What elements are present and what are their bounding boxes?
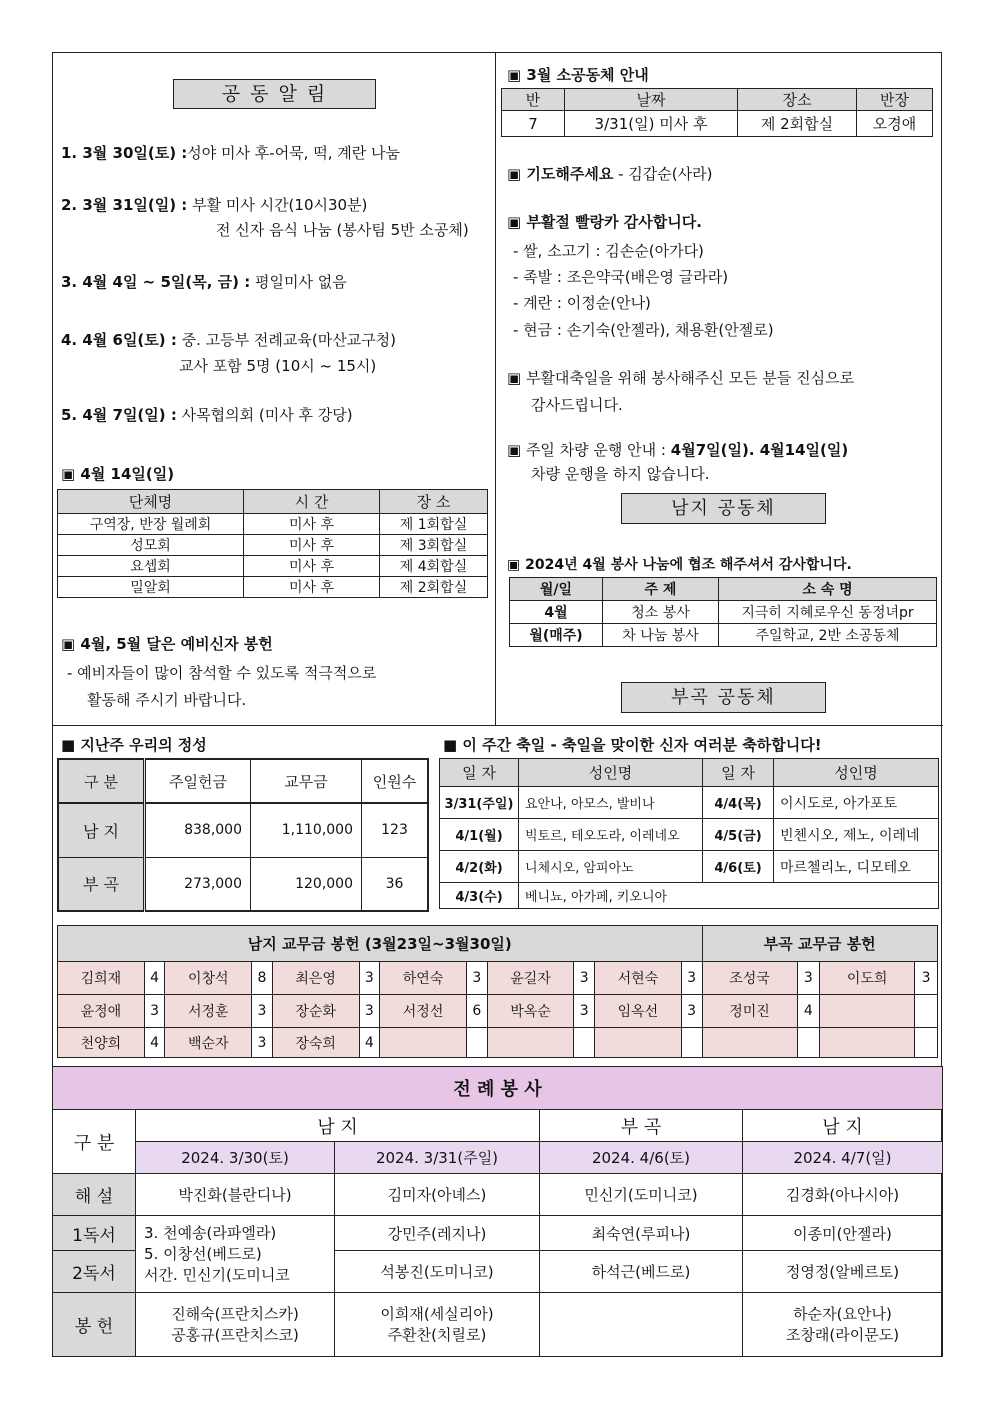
tithe-amount: 4 bbox=[797, 995, 820, 1028]
tithe-name: 박옥순 bbox=[487, 995, 574, 1028]
thanks-item: - 쌀, 소고기 : 김손순(아가다) bbox=[513, 242, 704, 260]
tithe-table bbox=[57, 925, 938, 1058]
bugok-community-title: 부곡 공동체 bbox=[621, 682, 826, 713]
table-row: 구역장, 반장 월례회 미사 후 제 1회합실 bbox=[58, 514, 488, 535]
smallcommunity-table: 반 날짜 장소 반장 7 3/31(일) 미사 후 제 2회합실 오경애 bbox=[501, 88, 933, 137]
table-row: 요셉회 미사 후 제 4회합실 bbox=[58, 556, 488, 577]
tithe-amount: 4 bbox=[144, 962, 165, 995]
th-group: 단체명 bbox=[58, 490, 244, 514]
notice-item-2-detail: 전 신자 음식 나눔 (봉사팀 5반 소공체) bbox=[216, 221, 469, 239]
tithe-amount: 8 bbox=[252, 962, 273, 995]
notice-item-4-detail: 교사 포함 5명 (10시 ~ 15시) bbox=[179, 357, 377, 375]
tithe-amount: 3 bbox=[915, 962, 938, 995]
tithe-amount: 3 bbox=[144, 995, 165, 1028]
thanks-item: - 족발 : 조은약국(배은영 글라라) bbox=[513, 268, 729, 286]
tithe-amount: 3 bbox=[252, 1028, 273, 1058]
table-row: 해 설 박진화(블란디나) 김미자(아녜스) 민신기(도미니코) 김경화(아나시아) bbox=[53, 1174, 943, 1216]
namji-community-title: 남지 공동체 bbox=[621, 493, 826, 524]
tithe-name: 백순자 bbox=[165, 1028, 252, 1058]
tithe-amount: 3 bbox=[574, 995, 595, 1028]
section-divider bbox=[53, 725, 943, 726]
tithe-name bbox=[380, 1028, 467, 1058]
service-thanks-line1: ▣ 부활대축일을 위해 봉사해주신 모든 분들 진심으로 bbox=[507, 369, 855, 387]
tithe-name: 조성국 bbox=[702, 962, 797, 995]
notice-title: 공 동 알 림 bbox=[173, 79, 376, 109]
table-row: 남 지 838,000 1,110,000 123 bbox=[58, 803, 428, 857]
tithe-name: 이도희 bbox=[820, 962, 915, 995]
table-row: 밀알회 미사 후 제 2회합실 bbox=[58, 577, 488, 598]
tithe-name: 서정훈 bbox=[165, 995, 252, 1028]
tithe-name: 윤정애 bbox=[58, 995, 145, 1028]
tithe-name: 서현숙 bbox=[595, 962, 682, 995]
bulletin-page bbox=[52, 52, 942, 1357]
offering-table: 구 분 주일헌금 교무금 인원수 남 지 838,000 1,110,000 123 부 곡 273,000 120,000 36 bbox=[57, 758, 429, 912]
tithe-namji-title: 남지 교무금 봉헌 (3월23일~3월30일) bbox=[58, 926, 703, 962]
tithe-amount: 6 bbox=[466, 995, 487, 1028]
table-row: 7 3/31(일) 미사 후 제 2회합실 오경애 bbox=[502, 111, 933, 137]
tithe-name: 장숙희 bbox=[272, 1028, 359, 1058]
prayer-request: ▣ 기도해주세요 - 김갑순(사라) bbox=[507, 165, 713, 183]
tithe-amount: 4 bbox=[144, 1028, 165, 1058]
tithe-amount: 3 bbox=[681, 995, 702, 1028]
tithe-name bbox=[820, 1028, 915, 1058]
april14-table bbox=[57, 489, 488, 598]
tithe-amount: 4 bbox=[359, 1028, 380, 1058]
tithe-name: 임옥선 bbox=[595, 995, 682, 1028]
table-row: 4월 청소 봉사 지극히 지혜로우신 동정녀pr bbox=[510, 601, 937, 624]
notice-item-2: 2. 3월 31일(일) : 부활 미사 시간(10시30분) bbox=[61, 196, 368, 214]
tithe-row bbox=[58, 962, 938, 995]
tithe-name bbox=[820, 995, 915, 1028]
notice-item-5: 5. 4월 7일(일) : 사목협의회 (미사 후 강당) bbox=[61, 406, 353, 424]
liturgy-title: 전 례 봉 사 bbox=[53, 1067, 943, 1110]
liturgy-col-label: 구 분 bbox=[53, 1110, 136, 1174]
liturgy-table: 전 례 봉 사 구 분 남 지 부 곡 남 지 2024. 3/30(토) 2024. 3/31(주일) 2024. 4/6(토) 2024. 4/7(일) 해 설 박진화(블란디나) 김미자(아녜스) 민신기(도미니코) 김경화(아나시아) 1독서 3. 천예송(라파엘라) 5. 이창선(베드로) 서간. 민신기(도미니코 강민주(레지나) 최숙연(루피나) 이종미(안젤라) 2독서 석봉진(도미니코) 하석근(베드로) 정영정(알베르토) 봉 헌 진해숙(프란치스카) 공홍규(프란치스코) 이희재(세실리아) 주환찬(치릴로) 하순자(요안나) 조창래(라이문도) bbox=[52, 1066, 943, 1357]
tithe-name: 이창석 bbox=[165, 962, 252, 995]
table-row: 4/3(수) 베니뇨, 아가페, 키오니아 bbox=[440, 883, 939, 909]
tithe-amount: 3 bbox=[359, 962, 380, 995]
tithe-amount bbox=[466, 1028, 487, 1058]
april14-title: ▣ 4월 14일(일) bbox=[61, 465, 175, 483]
vehicle-notice: ▣ 주일 차량 운행 안내 : 4월7일(일). 4월14일(일) bbox=[507, 441, 849, 459]
tithe-name: 윤길자 bbox=[487, 962, 574, 995]
table-row: 4/1(월) 빅토르, 테오도라, 이레네오 4/5(금) 빈첸시오, 제노, 이레네 bbox=[440, 819, 939, 851]
namji-service-table: 월/일 주 제 소 속 명 4월 청소 봉사 지극히 지혜로우신 동정녀pr 월(매주) 차 나눔 봉사 주일학교, 2반 소공동체 bbox=[509, 577, 937, 647]
tithe-name bbox=[702, 1028, 797, 1058]
smallcommunity-title: ▣ 3월 소공동체 안내 bbox=[507, 66, 649, 84]
table-row: 부 곡 273,000 120,000 36 bbox=[58, 857, 428, 911]
tithe-amount: 3 bbox=[797, 962, 820, 995]
table-row: 2독서 석봉진(도미니코) 하석근(베드로) 정영정(알베르토) bbox=[53, 1251, 943, 1293]
tithe-amount bbox=[797, 1028, 820, 1058]
tithe-amount: 3 bbox=[681, 962, 702, 995]
table-row: 3/31(주일) 요안나, 아모스, 발비나 4/4(목) 이시도로, 아가포토 bbox=[440, 787, 939, 819]
tithe-amount: 3 bbox=[466, 962, 487, 995]
catechumen-text-2: 활동해 주시기 바랍니다. bbox=[87, 691, 247, 709]
thanks-item: - 계란 : 이정순(안나) bbox=[513, 294, 651, 312]
tithe-row bbox=[58, 1028, 938, 1058]
feasts-table: 일 자 성인명 일 자 성인명 3/31(주일) 요안나, 아모스, 발비나 4/4(목) 이시도로, 아가포토 4/1(월) 빅토르, 테오도라, 이레네오 4/5(금) 빈첸시오, 제노, 이레네 4/2(화) 니체시오, 암피아노 4/6(토) 마르첼리노, 디모테오 4/3(수) 베니뇨, 아가페, 키오니아 bbox=[439, 758, 939, 909]
column-divider bbox=[495, 53, 496, 725]
tithe-amount: 3 bbox=[359, 995, 380, 1028]
thanks-item: - 현금 : 손기숙(안젤라), 채용환(안젤로) bbox=[513, 321, 774, 339]
tithe-name bbox=[595, 1028, 682, 1058]
tithe-name: 김희재 bbox=[58, 962, 145, 995]
table-row: 봉 헌 진해숙(프란치스카) 공홍규(프란치스코) 이희재(세실리아) 주환찬(치릴로) 하순자(요안나) 조창래(라이문도) bbox=[53, 1293, 943, 1357]
tithe-amount bbox=[915, 995, 938, 1028]
tithe-amount bbox=[574, 1028, 595, 1058]
table-row: 성모회 미사 후 제 3회합실 bbox=[58, 535, 488, 556]
tithe-name: 정미진 bbox=[702, 995, 797, 1028]
namji-subtitle: ▣ 2024년 4월 봉사 나눔에 협조 해주셔서 감사합니다. bbox=[507, 557, 852, 573]
notice-item-1: 1. 3월 30일(토) :성야 미사 후-어묵, 떡, 계란 나눔 bbox=[61, 144, 400, 162]
notice-item-4: 4. 4월 6일(토) : 중. 고등부 전례교육(마산교구청) bbox=[61, 331, 397, 349]
tithe-name: 장순화 bbox=[272, 995, 359, 1028]
feasts-title: ■ 이 주간 축일 - 축일을 맞이한 신자 여러분 축하합니다! bbox=[443, 736, 822, 754]
tithe-amount bbox=[681, 1028, 702, 1058]
tithe-name: 최은영 bbox=[272, 962, 359, 995]
tithe-amount bbox=[915, 1028, 938, 1058]
liturgy-merged-reading: 3. 천예송(라파엘라) 5. 이창선(베드로) 서간. 민신기(도미니코 bbox=[136, 1216, 335, 1293]
tithe-name bbox=[487, 1028, 574, 1058]
tithe-bugok-title: 부곡 교무금 봉헌 bbox=[702, 926, 938, 962]
service-thanks-line2: 감사드립니다. bbox=[531, 396, 623, 414]
table-row: 월(매주) 차 나눔 봉사 주일학교, 2반 소공동체 bbox=[510, 624, 937, 647]
notice-item-3: 3. 4월 4일 ~ 5일(목, 금) : 평일미사 없음 bbox=[61, 273, 347, 291]
th-place: 장 소 bbox=[380, 490, 488, 514]
catechumen-title: ▣ 4월, 5월 달은 예비신자 봉헌 bbox=[61, 635, 273, 653]
tithe-name: 천양희 bbox=[58, 1028, 145, 1058]
thanks-title: ▣ 부활절 빨랑카 감사합니다. bbox=[507, 213, 702, 231]
tithe-amount: 3 bbox=[252, 995, 273, 1028]
vehicle-notice-line2: 차량 운행을 하지 않습니다. bbox=[531, 465, 710, 483]
th-time: 시 간 bbox=[244, 490, 380, 514]
offering-title: ■ 지난주 우리의 정성 bbox=[61, 736, 207, 754]
tithe-amount: 3 bbox=[574, 962, 595, 995]
tithe-name: 서정선 bbox=[380, 995, 467, 1028]
table-row: 1독서 3. 천예송(라파엘라) 5. 이창선(베드로) 서간. 민신기(도미니코 강민주(레지나) 최숙연(루피나) 이종미(안젤라) bbox=[53, 1216, 943, 1251]
catechumen-text-1: - 예비자들이 많이 참석할 수 있도록 적극적으로 bbox=[67, 664, 377, 682]
tithe-name: 하연숙 bbox=[380, 962, 467, 995]
tithe-row bbox=[58, 995, 938, 1028]
table-row: 4/2(화) 니체시오, 암피아노 4/6(토) 마르첼리노, 디모테오 bbox=[440, 851, 939, 883]
